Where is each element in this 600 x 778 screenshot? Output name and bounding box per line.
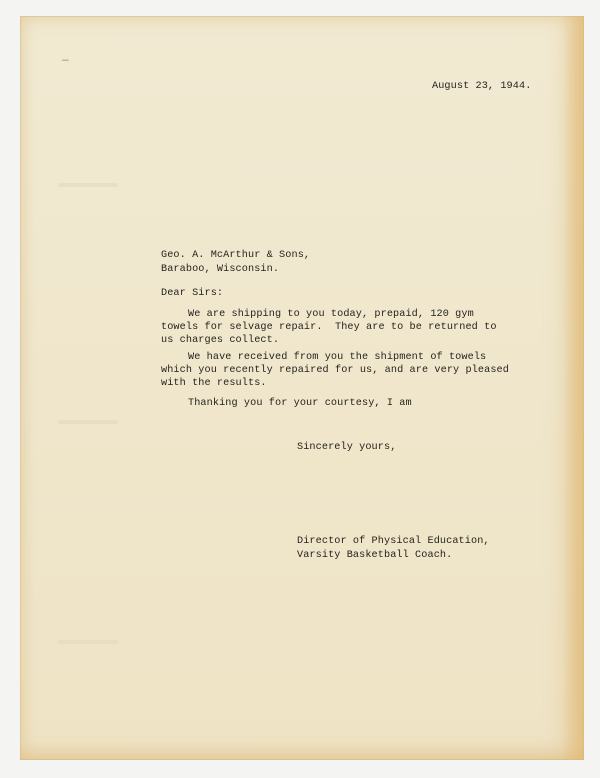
faint-line xyxy=(58,183,118,187)
recipient-name: Geo. A. McArthur & Sons, xyxy=(161,250,311,261)
faint-line xyxy=(58,640,118,644)
paragraph-2-line-1: We have received from you the shipment of towels xyxy=(188,352,487,363)
letter-paper xyxy=(20,16,584,760)
paragraph-1-line-2: towels for selvage repair. They are to be returned to xyxy=(161,322,497,333)
paragraph-2-line-2: which you recently repaired for us, and are very pleased xyxy=(161,365,509,376)
paper-mark: — xyxy=(62,55,69,67)
date: August 23, 1944. xyxy=(432,81,532,92)
signature-title-1: Director of Physical Education, xyxy=(297,536,490,547)
salutation: Dear Sirs: xyxy=(161,288,224,299)
recipient-location: Baraboo, Wisconsin. xyxy=(161,264,280,275)
paragraph-3: Thanking you for your courtesy, I am xyxy=(188,398,412,409)
paragraph-2-line-3: with the results. xyxy=(161,378,267,389)
paragraph-1-line-3: us charges collect. xyxy=(161,335,280,346)
paragraph-1-line-1: We are shipping to you today, prepaid, 120 gym xyxy=(188,309,474,320)
faint-line xyxy=(58,420,118,424)
signature-title-2: Varsity Basketball Coach. xyxy=(297,550,453,561)
closing: Sincerely yours, xyxy=(297,442,397,453)
